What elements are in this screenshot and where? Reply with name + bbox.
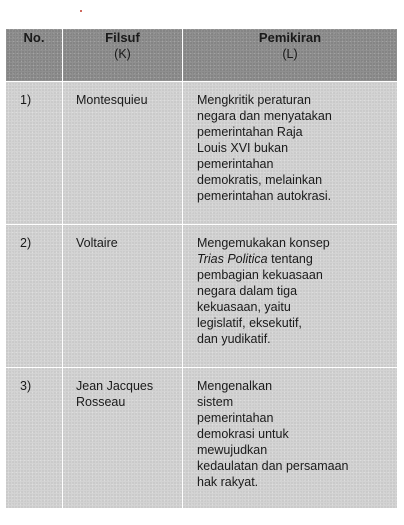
row-number: 1) — [6, 82, 63, 225]
header-filsuf-code: (K) — [114, 47, 131, 61]
header-pemikiran: Pemikiran (L) — [183, 29, 398, 82]
table-row — [6, 368, 398, 509]
table-row — [6, 82, 398, 225]
scan-artifact-dot — [80, 10, 82, 12]
header-pemikiran-code: (L) — [282, 47, 298, 61]
row-number: 2) — [6, 225, 63, 368]
philosopher-name: Montesquieu — [63, 82, 183, 225]
header-no: No. — [6, 29, 63, 82]
philosophy-text: Mengemukakan konsep Trias Politica tentang pembagian kekuasaan negara dalam tiga kekuasaan, yaitu legislatif, eksekutif, dan yudikatif. — [183, 225, 398, 368]
table-header-row — [6, 29, 398, 82]
philosophy-text: Mengkritik peraturan negara dan menyatakan pemerintahan Raja Louis XVI bukan pemerintahan demokratis, melainkan pemerintahan autokrasi. — [183, 82, 398, 225]
trias-politica-term: Trias Politica — [197, 252, 268, 266]
row-number: 3) — [6, 368, 63, 509]
table-row — [6, 225, 398, 368]
header-filsuf: Filsuf (K) — [63, 29, 183, 82]
philosophers-table — [5, 28, 398, 509]
philosophy-text: Mengenalkan sistem pemerintahan demokrasi untuk mewujudkan kedaulatan dan persamaan hak rakyat. — [183, 368, 398, 509]
philosopher-name: Voltaire — [63, 225, 183, 368]
philosopher-name: Jean Jacques Rosseau — [63, 368, 183, 509]
